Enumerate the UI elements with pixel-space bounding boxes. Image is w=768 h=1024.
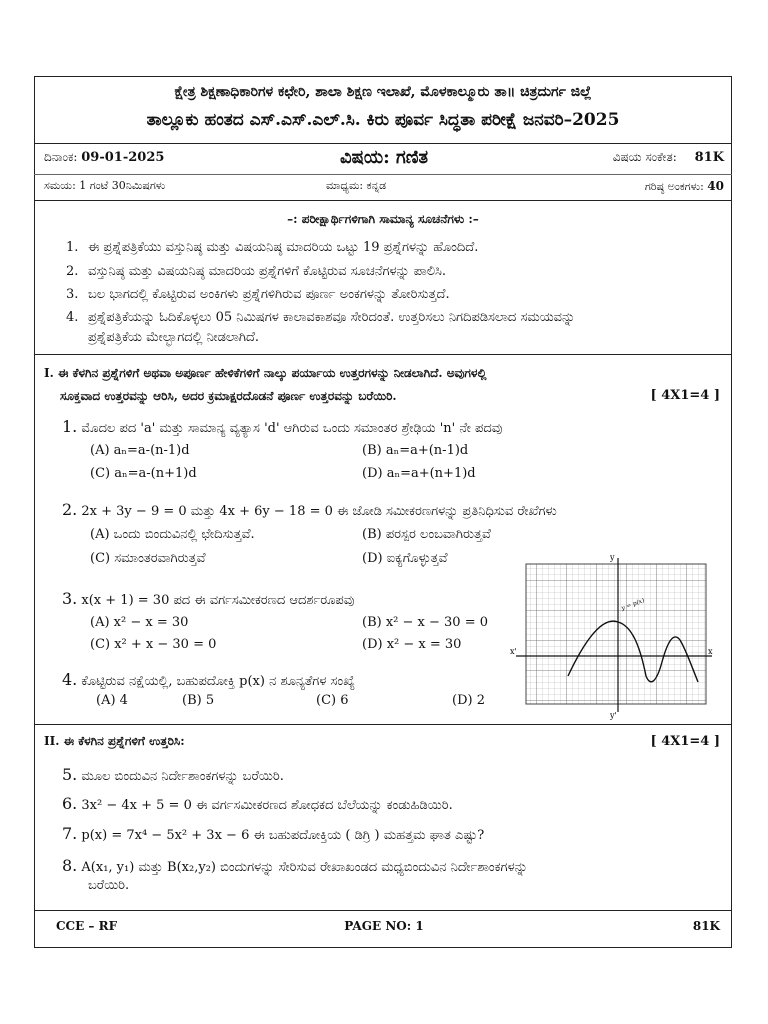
max-marks: ಗರಿಷ್ಠ ಅಂಕಗಳು: 40 [644, 179, 724, 193]
q1-option-d: (D) aₙ=a+(n+1)d [362, 466, 476, 481]
q4-option-a: (A) 4 [96, 693, 128, 708]
footer-page-number: PAGE NO: 1 [344, 919, 424, 933]
q2-option-a: (A) ಒಂದು ಬಿಂದುವಿನಲ್ಲಿ ಛೇದಿಸುತ್ತವೆ. [90, 527, 255, 542]
subject-title: ವಿಷಯ: ಗಣಿತ [339, 147, 429, 168]
section1-heading: I. ಈ ಕೆಳಗಿನ ಪ್ರಶ್ನೆಗಳಿಗೆ ಅಥವಾ ಅಪೂರ್ಣ ಹೇಳಿಕೆಗಳಿಗೆ ನಾಲ್ಕು ಪರ್ಯಾಯ ಉತ್ತರಗಳನ್ನು ನೀಡಲಾಗಿದೆ. ಅವುಗಳಲ್ಲಿ [44, 366, 487, 380]
q3-option-c: (C) x² + x − 30 = 0 [90, 637, 217, 652]
exam-medium: ಮಾಧ್ಯಮ: ಕನ್ನಡ [326, 179, 387, 192]
y-prime-label: y' [610, 711, 617, 720]
footer-right: 81K [692, 919, 720, 933]
instruction-item: 2. ವಸ್ತುನಿಷ್ಠ ಮತ್ತು ವಿಷಯನಿಷ್ಠ ಮಾದರಿಯ ಪ್ರಶ್ನೆಗಳಿಗೆ ಕೊಟ್ಟಿರುವ ಸೂಚನೆಗಳನ್ನು ಪಾಲಿಸಿ. [66, 264, 447, 279]
polynomial-graph [506, 550, 720, 720]
question-6: 6. 3x² − 4x + 5 = 0 ಈ ವರ್ಗಸಮೀಕರಣದ ಶೋಧಕದ ಬೆಲೆಯನ್ನು ಕಂಡುಹಿಡಿಯಿರಿ. [62, 794, 453, 813]
x-prime-label: x' [510, 647, 517, 656]
q4-option-d: (D) 2 [452, 693, 485, 708]
q4-option-c: (C) 6 [316, 693, 349, 708]
curve-label: y = p(x) [620, 597, 646, 612]
instruction-item: 3. ಬಲ ಭಾಗದಲ್ಲಿ ಕೊಟ್ಟಿರುವ ಅಂಕಿಗಳು ಪ್ರಶ್ನೆಗಳಿಗಿರುವ ಪೂರ್ಣ ಅಂಕಗಳನ್ನು ತೋರಿಸುತ್ತದೆ. [66, 287, 450, 302]
instruction-item-cont: ಪ್ರಶ್ನೆಪತ್ರಿಕೆಯ ಮೇಲ್ಭಾಗದಲ್ಲಿ ನೀಡಲಾಗಿದೆ. [88, 330, 260, 345]
section1-marks: [ 4X1=4 ] [650, 388, 720, 403]
question-3: 3. x(x + 1) = 30 ಪದ ಈ ವರ್ಗಸಮೀಕರಣದ ಆದರ್ಶರೂಪವು [62, 589, 355, 608]
question-1: 1. ಮೊದಲ ಪದ 'a' ಮತ್ತು ಸಾಮಾನ್ಯ ವ್ಯತ್ಯಾಸ 'd' ಆಗಿರುವ ಒಂದು ಸಮಾಂತರ ಶ್ರೇಢಿಯ 'n' ನೇ ಪದವು [62, 417, 503, 436]
instruction-item: 1. ಈ ಪ್ರಶ್ನೆಪತ್ರಿಕೆಯು ವಸ್ತುನಿಷ್ಠ ಮತ್ತು ವಿಷಯನಿಷ್ಠ ಮಾದರಿಯ ಒಟ್ಟು 19 ಪ್ರಶ್ನೆಗಳನ್ನು ಹೊಂದಿದೆ. [66, 240, 479, 255]
q2-option-d: (D) ಐಕ್ಯಗೊಳ್ಳುತ್ತವೆ [362, 551, 448, 566]
q4-option-b: (B) 5 [182, 693, 215, 708]
q1-option-c: (C) aₙ=a-(n+1)d [90, 466, 197, 481]
q3-option-a: (A) x² − x = 30 [90, 615, 189, 630]
date-label: ದಿನಾಂಕ: 09-01-2025 [44, 150, 165, 165]
question-5: 5. ಮೂಲ ಬಿಂದುವಿನ ನಿರ್ದೇಶಾಂಕಗಳನ್ನು ಬರೆಯಿರಿ. [62, 765, 284, 784]
footer-left: CCE – RF [56, 919, 118, 933]
section2-marks: [ 4X1=4 ] [650, 734, 720, 749]
q2-option-c: (C) ಸಮಾಂತರವಾಗಿರುತ್ತವೆ [90, 551, 206, 566]
q1-option-b: (B) aₙ=a+(n-1)d [362, 443, 469, 458]
instructions-title: –: ಪರೀಕ್ಷಾರ್ಥಿಗಳಿಗಾಗಿ ಸಾಮಾನ್ಯ ಸೂಚನೆಗಳು :– [287, 212, 479, 226]
question-8: 8. A(x₁, y₁) ಮತ್ತು B(x₂,y₂) ಬಿಂದುಗಳನ್ನು ಸೇರಿಸುವ ರೇಖಾಖಂಡದ ಮಧ್ಯಬಿಂದುವಿನ ನಿರ್ದೇಶಾಂಕಗಳನ್ನು [62, 856, 528, 875]
question-7: 7. p(x) = 7x⁴ − 5x² + 3x − 6 ಈ ಬಹುಪದೋಕ್ತಿಯ ( ಡಿಗ್ರಿ ) ಮಹತ್ತಮ ಘಾತ ಎಷ್ಟು? [62, 824, 485, 843]
section1-heading-cont: ಸೂಕ್ತವಾದ ಉತ್ತರವನ್ನು ಆರಿಸಿ, ಅದರ ಕ್ರಮಾಕ್ಷರದೊಡನೆ ಪೂರ್ಣ ಉತ್ತರವನ್ನು ಬರೆಯಿರಿ. [60, 389, 397, 403]
section2-heading: II. ಈ ಕೆಳಗಿನ ಪ್ರಶ್ನೆಗಳಿಗೆ ಉತ್ತರಿಸಿ: [44, 734, 185, 748]
x-label: x [708, 647, 713, 656]
header-office-line: ಕ್ಷೇತ್ರ ಶಿಕ್ಷಣಾಧಿಕಾರಿಗಳ ಕಛೇರಿ, ಶಾಲಾ ಶಿಕ್ಷಣ ಇಲಾಖೆ, ಮೊಳಕಾಲ್ಮೂರು ತಾ॥ ಚಿತ್ರದುರ್ಗ ಜಿಲ್ಲೆ [174, 84, 592, 100]
q1-option-a: (A) aₙ=a-(n-1)d [90, 443, 190, 458]
y-label: y [610, 553, 615, 562]
q3-option-b: (B) x² − x − 30 = 0 [362, 615, 488, 630]
instruction-item: 4. ಪ್ರಶ್ನೆಪತ್ರಿಕೆಯನ್ನು ಓದಿಕೊಳ್ಳಲು 05 ನಿಮಿಷಗಳ ಕಾಲಾವಕಾಶವೂ ಸೇರಿದಂತೆ. ಉತ್ತರಿಸಲು ನಿಗದಿಪಡಿಸಲಾದ ಸಮಯವನ್ನು [66, 310, 576, 325]
question-2: 2. 2x + 3y − 9 = 0 ಮತ್ತು 4x + 6y − 18 = 0 ಈ ಜೋಡಿ ಸಮೀಕರಣಗಳನ್ನು ಪ್ರತಿನಿಧಿಸುವ ರೇಖೆಗಳು [62, 500, 557, 519]
q3-option-d: (D) x² − x = 30 [362, 637, 462, 652]
question-8-cont: ಬರೆಯಿರಿ. [88, 878, 130, 893]
exam-time: ಸಮಯ: 1 ಗಂಟೆ 30ನಿಮಿಷಗಳು [44, 179, 166, 192]
subject-code: ವಿಷಯ ಸಂಕೇತ: 81K [612, 150, 724, 165]
header-exam-title: ತಾಲ್ಲೂಕು ಹಂತದ ಎಸ್.ಎಸ್.ಎಲ್.ಸಿ. ಕಿರು ಪೂರ್ವ ಸಿದ್ಧತಾ ಪರೀಕ್ಷೆ ಜನವರಿ–2025 [146, 110, 620, 130]
question-4: 4. ಕೊಟ್ಟಿರುವ ನಕ್ಷೆಯಲ್ಲಿ, ಬಹುಪದೋಕ್ತಿ p(x) ನ ಶೂನ್ಯತೆಗಳ ಸಂಖ್ಯೆ [62, 670, 355, 689]
q2-option-b: (B) ಪರಸ್ಪರ ಲಂಬವಾಗಿರುತ್ತವೆ [362, 527, 491, 542]
